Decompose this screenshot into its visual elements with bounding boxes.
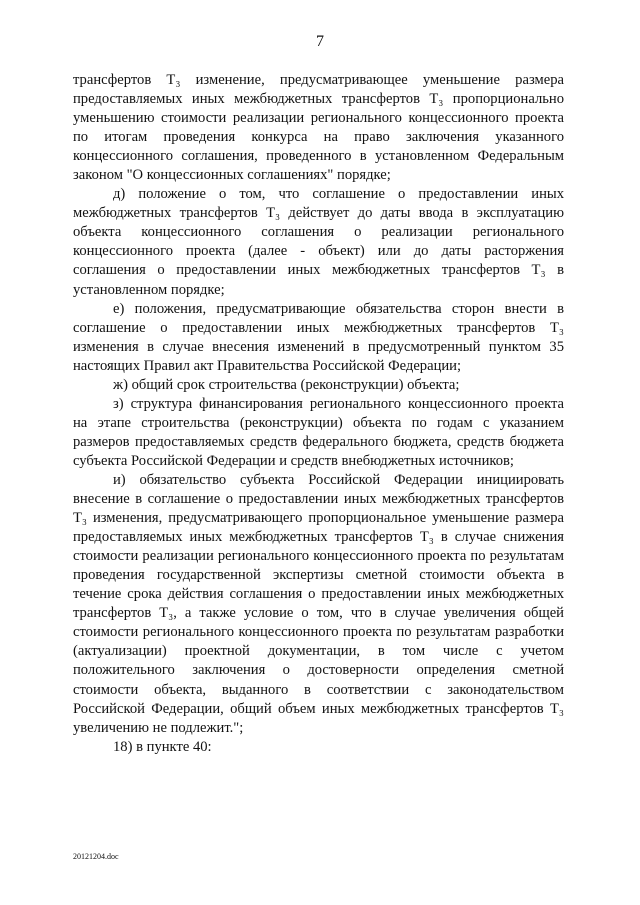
paragraph-continuation: трансфертов Т₃ изменение, предусматривающее уменьшение размера предоставляемых иных межбюджетных трансфертов Т₃ пропорционально уменьшению стоимости реализации регионального концессионного проекта по итогам проведения конкурса на право заключения указанного концессионного соглашения, проведенного в установленном Федеральным законом "О концессионных соглашениях" порядке; xyxy=(73,72,564,184)
document-body xyxy=(73,71,564,757)
footer-file-code: 20121204.doc xyxy=(73,852,119,861)
paragraph-item-18: 18) в пункте 40: xyxy=(113,738,212,755)
paragraph-item-d: д) положение о том, что соглашение о предоставлении иных межбюджетных трансфертов Т₃ действует до даты ввода в эксплуатацию объекта концессионного соглашения о реализации регионального концессионного проекта (далее - объект) или до даты расторжения соглашения о предоставлении иных межбюджетных трансфертов Т₃ в установленном порядке; xyxy=(73,186,564,298)
paragraph-item-z: з) структура финансирования регионального концессионного проекта на этапе строительства (реконструкции) объекта по годам с указанием размеров предоставляемых средств федерального бюджета, средств бюджета субъекта Российской Федерации и средств внебюджетных источников; xyxy=(73,395,564,469)
page-number: 7 xyxy=(316,33,324,50)
paragraph-item-i: и) обязательство субъекта Российской Федерации инициировать внесение в соглашение о предоставлении иных межбюджетных трансфертов Т₃ изменения, предусматривающего пропорциональное уменьшение размера предоставляемых иных межбюджетных трансфертов Т₃ в случае снижения стоимости реализации регионального концессионного проекта по результатам проведения государственной экспертизы сметной стоимости объекта в течение срока действия соглашения о предоставлении иных межбюджетных трансфертов Т₃, а также условие о том, что в случае увеличения общей стоимости регионального концессионного проекта по результатам разработки (актуализации) проектной документации, в том числе с учетом положительного заключения о достоверности определения сметной стоимости объекта, выданного в соответствии с законодательством Российской Федерации, общий объем иных межбюджетных трансфертов Т₃ увеличению не подлежит."; xyxy=(73,471,564,736)
paragraph-item-e: е) положения, предусматривающие обязательства сторон внести в соглашение о предоставлении иных межбюджетных трансфертов Т₃ изменения в случае внесения изменений в предусмотренный пунктом 35 настоящих Правил акт Правительства Российской Федерации; xyxy=(73,300,564,374)
paragraph-item-zh: ж) общий срок строительства (реконструкции) объекта; xyxy=(113,376,460,393)
